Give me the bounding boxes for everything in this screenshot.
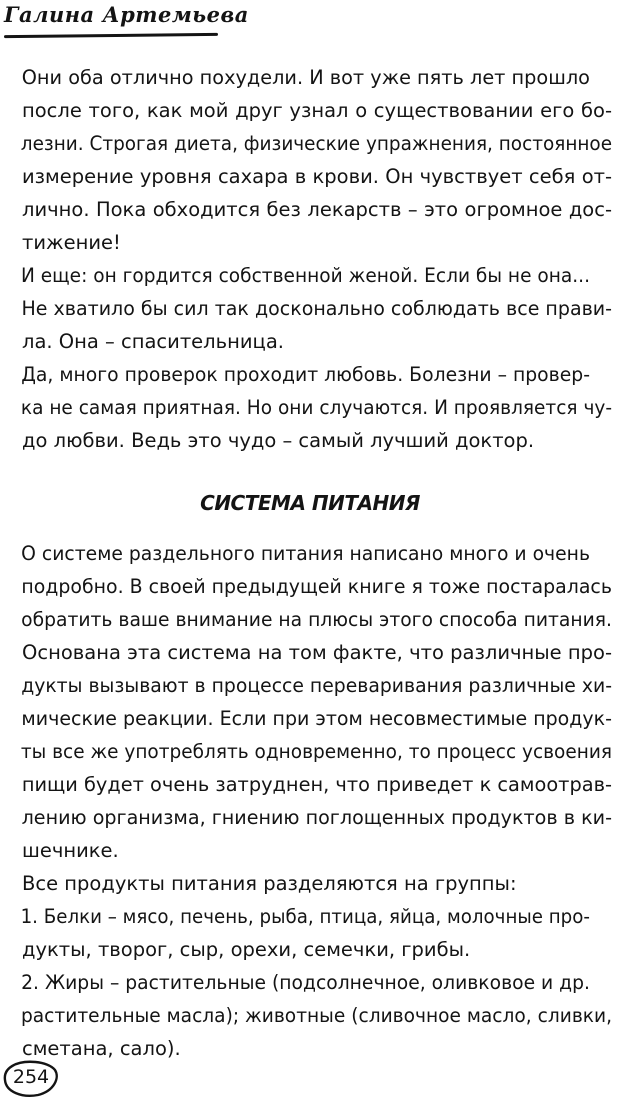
text-line: 2. Жиры – растительные (подсолнечное, оливковое и др. xyxy=(21,971,590,994)
text-line: Все продукты питания разделяются на группы: xyxy=(22,872,517,895)
text-line: ла. Она – спасительница. xyxy=(22,330,284,353)
text-line: лению организма, гниению поглощенных продуктов в ки- xyxy=(21,806,612,829)
text-line: Основана эта система на том факте, что различные про- xyxy=(22,641,612,664)
header-underline xyxy=(4,33,218,38)
text-line: дукты, творог, сыр, орехи, семечки, грибы. xyxy=(22,938,471,961)
text-line: дукты вызывают в процессе переваривания различные хи- xyxy=(21,674,612,697)
paragraph xyxy=(0,358,620,457)
text-line: лично. Пока обходится без лекарств – это огромное дос- xyxy=(22,198,612,221)
paragraph xyxy=(0,61,620,259)
text-line: шечнике. xyxy=(22,839,119,862)
text-line: до любви. Ведь это чудо – самый лучший доктор. xyxy=(22,429,535,452)
paragraph xyxy=(0,537,620,867)
text-line: обратить ваше внимание на плюсы этого способа питания. xyxy=(21,608,612,631)
text-line: ты все же употреблять одновременно, то процесс усвоения xyxy=(20,740,612,763)
paragraph xyxy=(0,900,620,966)
text-line: подробно. В своей предыдущей книге я тоже постаралась xyxy=(21,575,612,598)
text-line: сметана, сало). xyxy=(22,1037,181,1060)
text-line: после того, как мой друг узнал о существовании его бо- xyxy=(22,99,613,122)
text-line: Да, много проверок проходит любовь. Болезни – провер- xyxy=(21,363,591,386)
text-line: Не хватило бы сил так досконально соблюдать все прави- xyxy=(21,297,613,320)
paragraph xyxy=(0,966,620,1065)
text-line: мические реакции. Если при этом несовместимые продук- xyxy=(21,707,613,730)
text-line: пищи будет очень затруднен, что приведет к самоотрав- xyxy=(21,773,612,796)
text-line: И еще: он гордится собственной женой. Если бы не она... xyxy=(20,264,590,287)
text-block-bottom xyxy=(0,537,620,1065)
text-line: лезни. Строгая диета, физические упражнения, постоянное xyxy=(20,132,613,155)
text-block-top xyxy=(0,61,620,457)
paragraph xyxy=(0,867,620,900)
paragraph xyxy=(0,259,620,358)
text-line: ка не самая приятная. Но они случаются. И проявляется чу- xyxy=(20,396,613,419)
section-heading: СИСТЕМА ПИТАНИЯ xyxy=(200,491,420,515)
text-line: измерение уровня сахара в крови. Он чувствует себя от- xyxy=(22,165,613,188)
page-number-text: 254 xyxy=(12,1066,50,1088)
text-line: растительные масла); животные (сливочное масло, сливки, xyxy=(20,1004,613,1027)
text-line: 1. Белки – мясо, печень, рыба, птица, яйца, молочные про- xyxy=(20,905,590,928)
text-line: Они оба отлично похудели. И вот уже пять лет прошло xyxy=(21,66,590,89)
running-header xyxy=(4,0,254,37)
text-line: тижение! xyxy=(22,231,121,254)
header-author-name: Галина Артемьева xyxy=(4,2,249,27)
page-number-badge xyxy=(2,1058,60,1098)
text-line: О системе раздельного питания написано много и очень xyxy=(21,542,591,565)
